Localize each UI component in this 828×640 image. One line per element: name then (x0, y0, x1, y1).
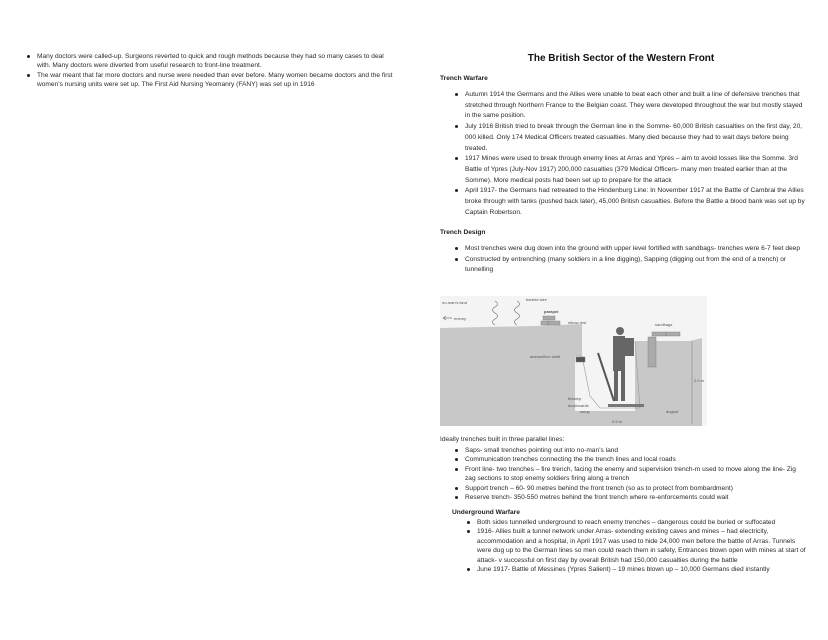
label-depth: 2.0 m (694, 378, 705, 383)
label-parapet: parapet (544, 309, 559, 314)
list-item: Communication trenches connecting the the trench lines and local roads (455, 455, 805, 464)
label-elbow-rest: elbow rest (568, 320, 587, 325)
label-sandbags: sandbags (655, 322, 673, 327)
list-item: April 1917- the Germans had retreated to the Hindenburg Line: In November 1917 at the Battle of Cambrai the Allies broke through with tanks (pushed back later), 45,000 British casualties. Before the Battle a blood bank was set up by Captain Robertson. (455, 186, 805, 218)
list-item: June 1917- Battle of Messines (Ypres Salient) – 19 mines blown up – 10,000 Germans died instantly (467, 565, 807, 574)
list-item: Support trench – 60- 90 metres behind the front trench (so as to protect from bombardment) (455, 484, 805, 493)
list-item: The war meant that far more doctors and nurse were needed than ever before. Many women became doctors and the first women’s nursing units were set up. The First Aid Nursing Yeomanry (FANY) was set up in 1916 (27, 71, 397, 90)
label-barbed-wire: barbed wire (526, 297, 547, 302)
left-column (27, 52, 397, 89)
section-heading-trench-warfare: Trench Warfare (440, 75, 488, 82)
label-enemy: enemy (454, 316, 467, 321)
list-item: Both sides tunnelled underground to reach enemy trenches – dangerous could be buried or suffocated (467, 518, 807, 527)
trench-design-list (455, 244, 805, 276)
list-item: Front line- two trenches – fire trench, facing the enemy and supervision trench-m used to move along the line- Zig zag sections to stop enemy soldiers firing along a trench (455, 465, 805, 484)
label-width: 0.6 m (612, 419, 623, 424)
underground-warfare-list (467, 518, 807, 574)
label-firestep: firestep (568, 396, 582, 401)
list-item: Many doctors were called-up. Surgeons reverted to quick and rough methods because they had so many cases to deal with. Many doctors were diverted from useful research to front-line treatment. (27, 52, 397, 71)
list-item: 1917 Mines were used to break through enemy lines at Arras and Ypres – aim to avoid losses like the Somme. 3rd Battle of Ypres (July-Nov 1917) 200,000 casualties (379 Medical Officers- many men treated earlier than at the Somme). More medical posts had been set up to prepare for the attack (455, 154, 805, 186)
label-dugout: dugout (666, 409, 679, 414)
trench-warfare-list (455, 90, 805, 218)
section-heading-underground-warfare: Underground Warfare (452, 509, 520, 516)
list-item: 1916- Allies built a tunnel network under Arras- extending existing caves and mines – had electricity, accommodation and a hospital, in April 1917 was used to hide 24,000 men before the battle of Arras. Tunnels were dug up to the German lines so men could reach them in safety, Entrances blown open with mines at start of attack- v successful on first day by overall British had 150,000 casualties during the battle (467, 527, 807, 565)
list-item: Most trenches were dug down into the ground with upper level fortified with sandbags- trenches were 6-7 feet deep (455, 244, 805, 255)
page-title: The British Sector of the Western Front (527, 53, 715, 64)
label-no-mans-land: no-man's land (442, 300, 467, 305)
list-item: Reserve trench- 350-550 metres behind the front trench where re-enforcements could wait (455, 493, 805, 502)
parallel-lines-list (455, 446, 805, 502)
list-item: Saps- small trenches pointing out into no-man’s land (455, 446, 805, 455)
section-heading-trench-design: Trench Design (440, 229, 486, 236)
list-item: Constructed by entrenching (many soldiers in a line digging), Sapping (digging out from the end of a trench) or tunnelling (455, 255, 805, 276)
label-ammunition-shelf: ammunition shelf (530, 354, 561, 359)
label-sump: sump (580, 409, 590, 414)
parallel-lines-intro: Ideally trenches built in three parallel lines: (440, 436, 565, 443)
left-bullet-list (27, 52, 397, 89)
trench-diagram (440, 296, 707, 426)
label-duckboards: duckboards (568, 403, 589, 408)
list-item: July 1916 British tried to break through the German line in the Somme- 60,000 British casualties on the first day, 20, 000 killed. Only 174 Medical Officers treated casualties. Many died because they had to wait days before being treated. (455, 122, 805, 154)
list-item: Autumn 1914 the Germans and the Allies were unable to beat each other and built a line of defensive trenches that stretched through Northern France to the Belgian coast. They were developed throughout the war but mostly stayed in the same position. (455, 90, 805, 122)
